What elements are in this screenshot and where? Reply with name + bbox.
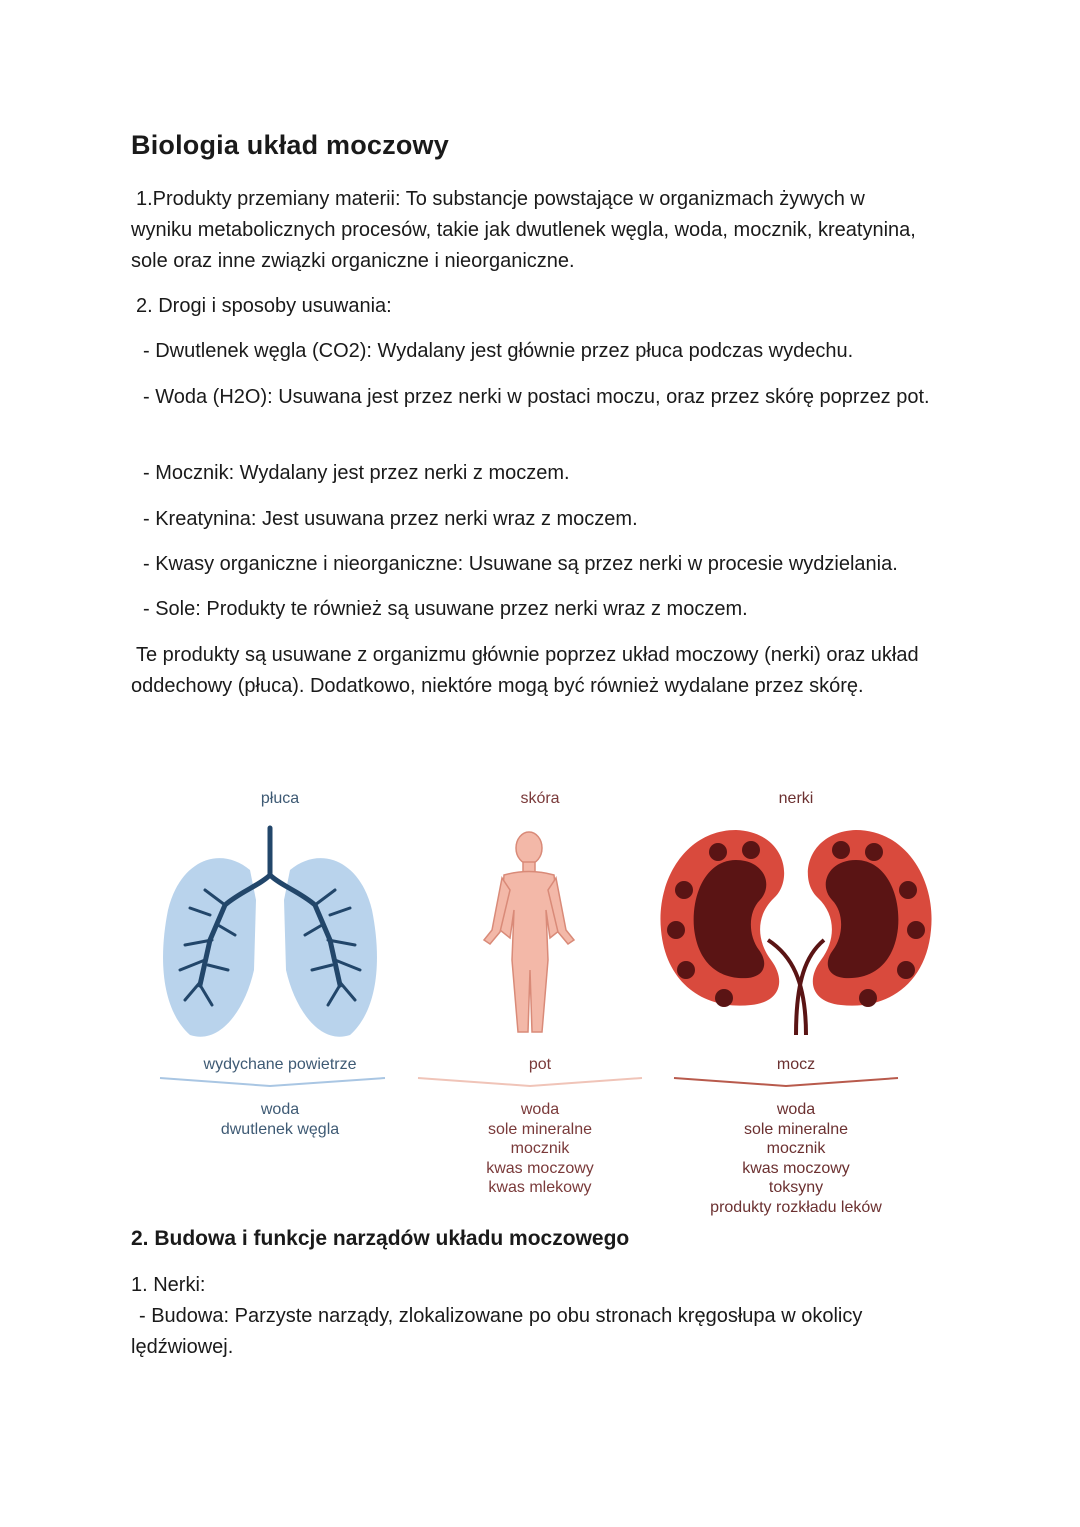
lungs-product: dwutlenek węgla	[220, 1120, 340, 1138]
skin-product: woda	[520, 1101, 560, 1118]
kidneys-item-title: 1. Nerki:	[131, 1274, 206, 1296]
kidneys-product: sole mineralne	[743, 1120, 849, 1138]
lungs-products-list	[150, 1100, 410, 1139]
paragraph-routes-heading: 2. Drogi i sposoby usuwania:	[136, 295, 392, 317]
section-heading: 2. Budowa i funkcje narządów układu moczowego	[131, 1227, 630, 1250]
skin-label: skóra	[520, 790, 560, 807]
lungs-product: woda	[260, 1101, 300, 1118]
skin-product: kwas moczowy	[486, 1159, 594, 1177]
kidneys-product: toksyny	[768, 1179, 824, 1196]
page-title: Biologia układ moczowy	[131, 130, 449, 160]
list-item-urea: - Mocznik: Wydalany jest przez nerki z moczem.	[143, 462, 570, 484]
kidneys-icon	[656, 820, 936, 1050]
skin-product: sole mineralne	[487, 1120, 593, 1138]
kidneys-products-list	[666, 1100, 926, 1217]
skin-divider	[410, 1072, 670, 1096]
kidneys-label: nerki	[778, 790, 814, 807]
kidneys-divider	[666, 1072, 926, 1096]
list-item-water: - Woda (H2O): Usuwana jest przez nerki w postaci moczu, oraz przez skórę poprzez pot.	[143, 386, 930, 408]
kidneys-structure-text: - Budowa: Parzyste narządy, zlokalizowane po obu stronach kręgosłupa w okolicy lędźwiowej.	[131, 1305, 863, 1358]
skin-product: kwas mlekowy	[488, 1179, 592, 1196]
lungs-icon	[150, 820, 410, 1050]
kidneys-product: mocznik	[766, 1140, 826, 1157]
skin-product: mocznik	[510, 1140, 570, 1157]
skin-output-label: pot	[528, 1056, 552, 1073]
kidneys-product: woda	[776, 1101, 816, 1118]
paragraph-summary: Te produkty są usuwane z organizmu głównie poprzez układ moczowy (nerki) oraz układ oddechowy (płuca). Dodatkowo, niektóre mogą być również wydalane przez skórę.	[131, 644, 919, 697]
kidneys-product: kwas moczowy	[742, 1159, 850, 1177]
lungs-divider	[150, 1072, 410, 1096]
skin-products-list	[410, 1100, 670, 1198]
kidneys-output-label: mocz	[776, 1056, 816, 1073]
list-item-co2: - Dwutlenek węgla (CO2): Wydalany jest głównie przez płuca podczas wydechu.	[143, 340, 854, 362]
human-body-icon	[410, 820, 670, 1050]
list-item-salts: - Sole: Produkty te również są usuwane przez nerki wraz z moczem.	[143, 598, 748, 620]
list-item-acids: - Kwasy organiczne i nieorganiczne: Usuwane są przez nerki w procesie wydzielania.	[143, 553, 898, 575]
lungs-label: płuca	[260, 790, 300, 807]
lungs-output-label: wydychane powietrze	[203, 1056, 357, 1073]
list-item-creatinine: - Kreatynina: Jest usuwana przez nerki wraz z moczem.	[143, 508, 638, 530]
paragraph-products: 1.Produkty przemiany materii: To substancje powstające w organizmach żywych w wyniku metabolicznych procesów, takie jak dwutlenek węgla, woda, mocznik, kreatynina, sole oraz inne związki organiczne i nieorganiczne.	[131, 188, 916, 272]
excretion-figure	[150, 780, 930, 1220]
kidneys-product: produkty rozkładu leków	[710, 1198, 882, 1216]
